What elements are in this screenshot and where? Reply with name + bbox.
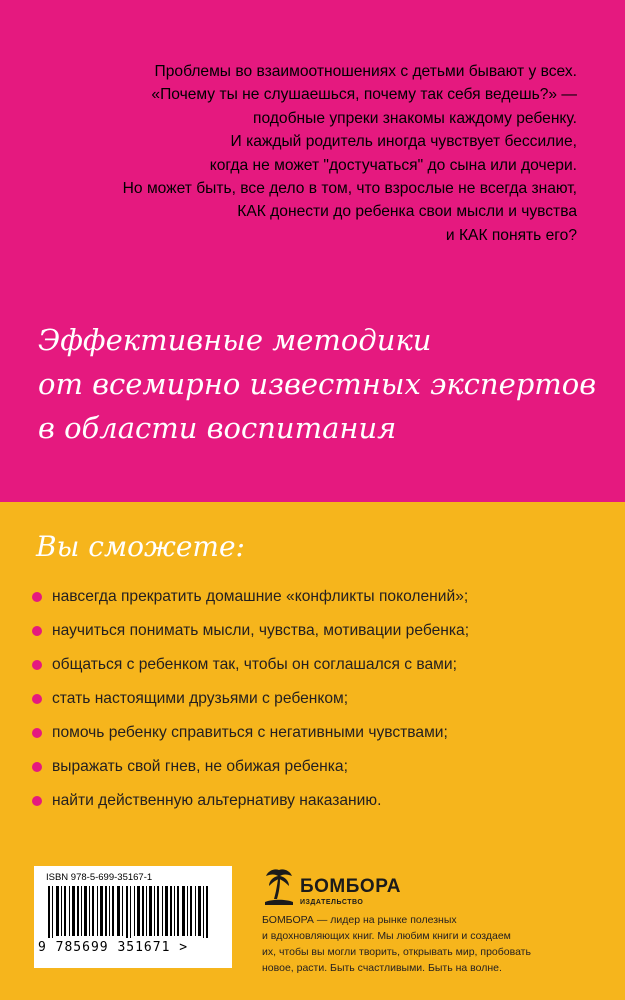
- list-item-text: помочь ребенку справиться с негативными чувствами;: [52, 724, 448, 741]
- publisher-about: [262, 912, 612, 976]
- list-item-text: выражать свой гнев, не обижая ребенка;: [52, 758, 348, 775]
- bullet-dot-icon: [32, 796, 42, 806]
- intro-line: и КАК понять его?: [445, 226, 577, 244]
- bullet-dot-icon: [32, 762, 42, 772]
- intro-line: когда не может "достучаться" до сына или дочери.: [209, 156, 577, 174]
- intro-text: [17, 60, 577, 247]
- intro-line: Но может быть, все дело в том, что взрослые не всегда знают,: [122, 180, 577, 198]
- bullet-dot-icon: [32, 660, 42, 670]
- list-item-text: стать настоящими друзьями с ребенком;: [52, 690, 349, 707]
- publisher-about-line: БОМБОРА — лидер на рынке полезных: [262, 914, 457, 926]
- publisher-about-line: их, чтобы вы могли творить, открывать мир, пробовать: [262, 946, 531, 958]
- list-item: [32, 648, 612, 682]
- intro-line: Проблемы во взаимоотношениях с детьми бывают у всех.: [154, 63, 577, 80]
- list-item: [32, 716, 612, 750]
- list-item-text: найти действенную альтернативу наказанию.: [52, 792, 382, 809]
- bullet-dot-icon: [32, 728, 42, 738]
- list-item-text: навсегда прекратить домашние «конфликты поколений»;: [52, 588, 469, 605]
- isbn-label: ISBN 978-5-699-35167-1: [46, 872, 153, 883]
- intro-line: подобные упреки знакомы каждому ребенку.: [253, 109, 577, 127]
- list-item-text: научиться понимать мысли, чувства, мотивации ребенка;: [52, 622, 470, 639]
- barcode-digits: 9 785699 351671 >: [38, 940, 189, 955]
- barcode: [34, 866, 232, 968]
- publisher-name: БОМБОРА: [300, 876, 401, 897]
- publisher-about-line: новое, расти. Быть счастливыми. Быть на волне.: [262, 962, 502, 974]
- intro-line: КАК донести до ребенка свои мысли и чувства: [237, 203, 577, 221]
- benefits-list: [32, 580, 612, 818]
- tagline-line: от всемирно известных экспертов: [38, 367, 597, 401]
- list-item: [32, 580, 612, 614]
- bullet-dot-icon: [32, 694, 42, 704]
- publisher-subtitle: ИЗДАТЕЛЬСТВО: [300, 899, 364, 906]
- publisher-logo: [262, 866, 401, 913]
- list-item-text: общаться с ребенком так, чтобы он соглашался с вами;: [52, 656, 457, 673]
- tagline-line: Эффективные методики: [38, 323, 432, 357]
- intro-line: И каждый родитель иногда чувствует бессилие,: [230, 133, 577, 151]
- barcode-bars-icon: [48, 886, 220, 938]
- list-item: [32, 750, 612, 784]
- palm-tree-logo-icon: [262, 866, 296, 908]
- benefits-heading: Вы сможете:: [36, 530, 245, 563]
- tagline-line: в области воспитания: [38, 411, 397, 445]
- intro-line: «Почему ты не слушаешься, почему так себя ведешь?» —: [151, 86, 577, 104]
- bullet-dot-icon: [32, 592, 42, 602]
- tagline: [38, 318, 596, 450]
- list-item: [32, 682, 612, 716]
- bullet-dot-icon: [32, 626, 42, 636]
- list-item: [32, 784, 612, 818]
- publisher-about-line: и вдохновляющих книг. Мы любим книги и создаем: [262, 930, 511, 942]
- list-item: [32, 614, 612, 648]
